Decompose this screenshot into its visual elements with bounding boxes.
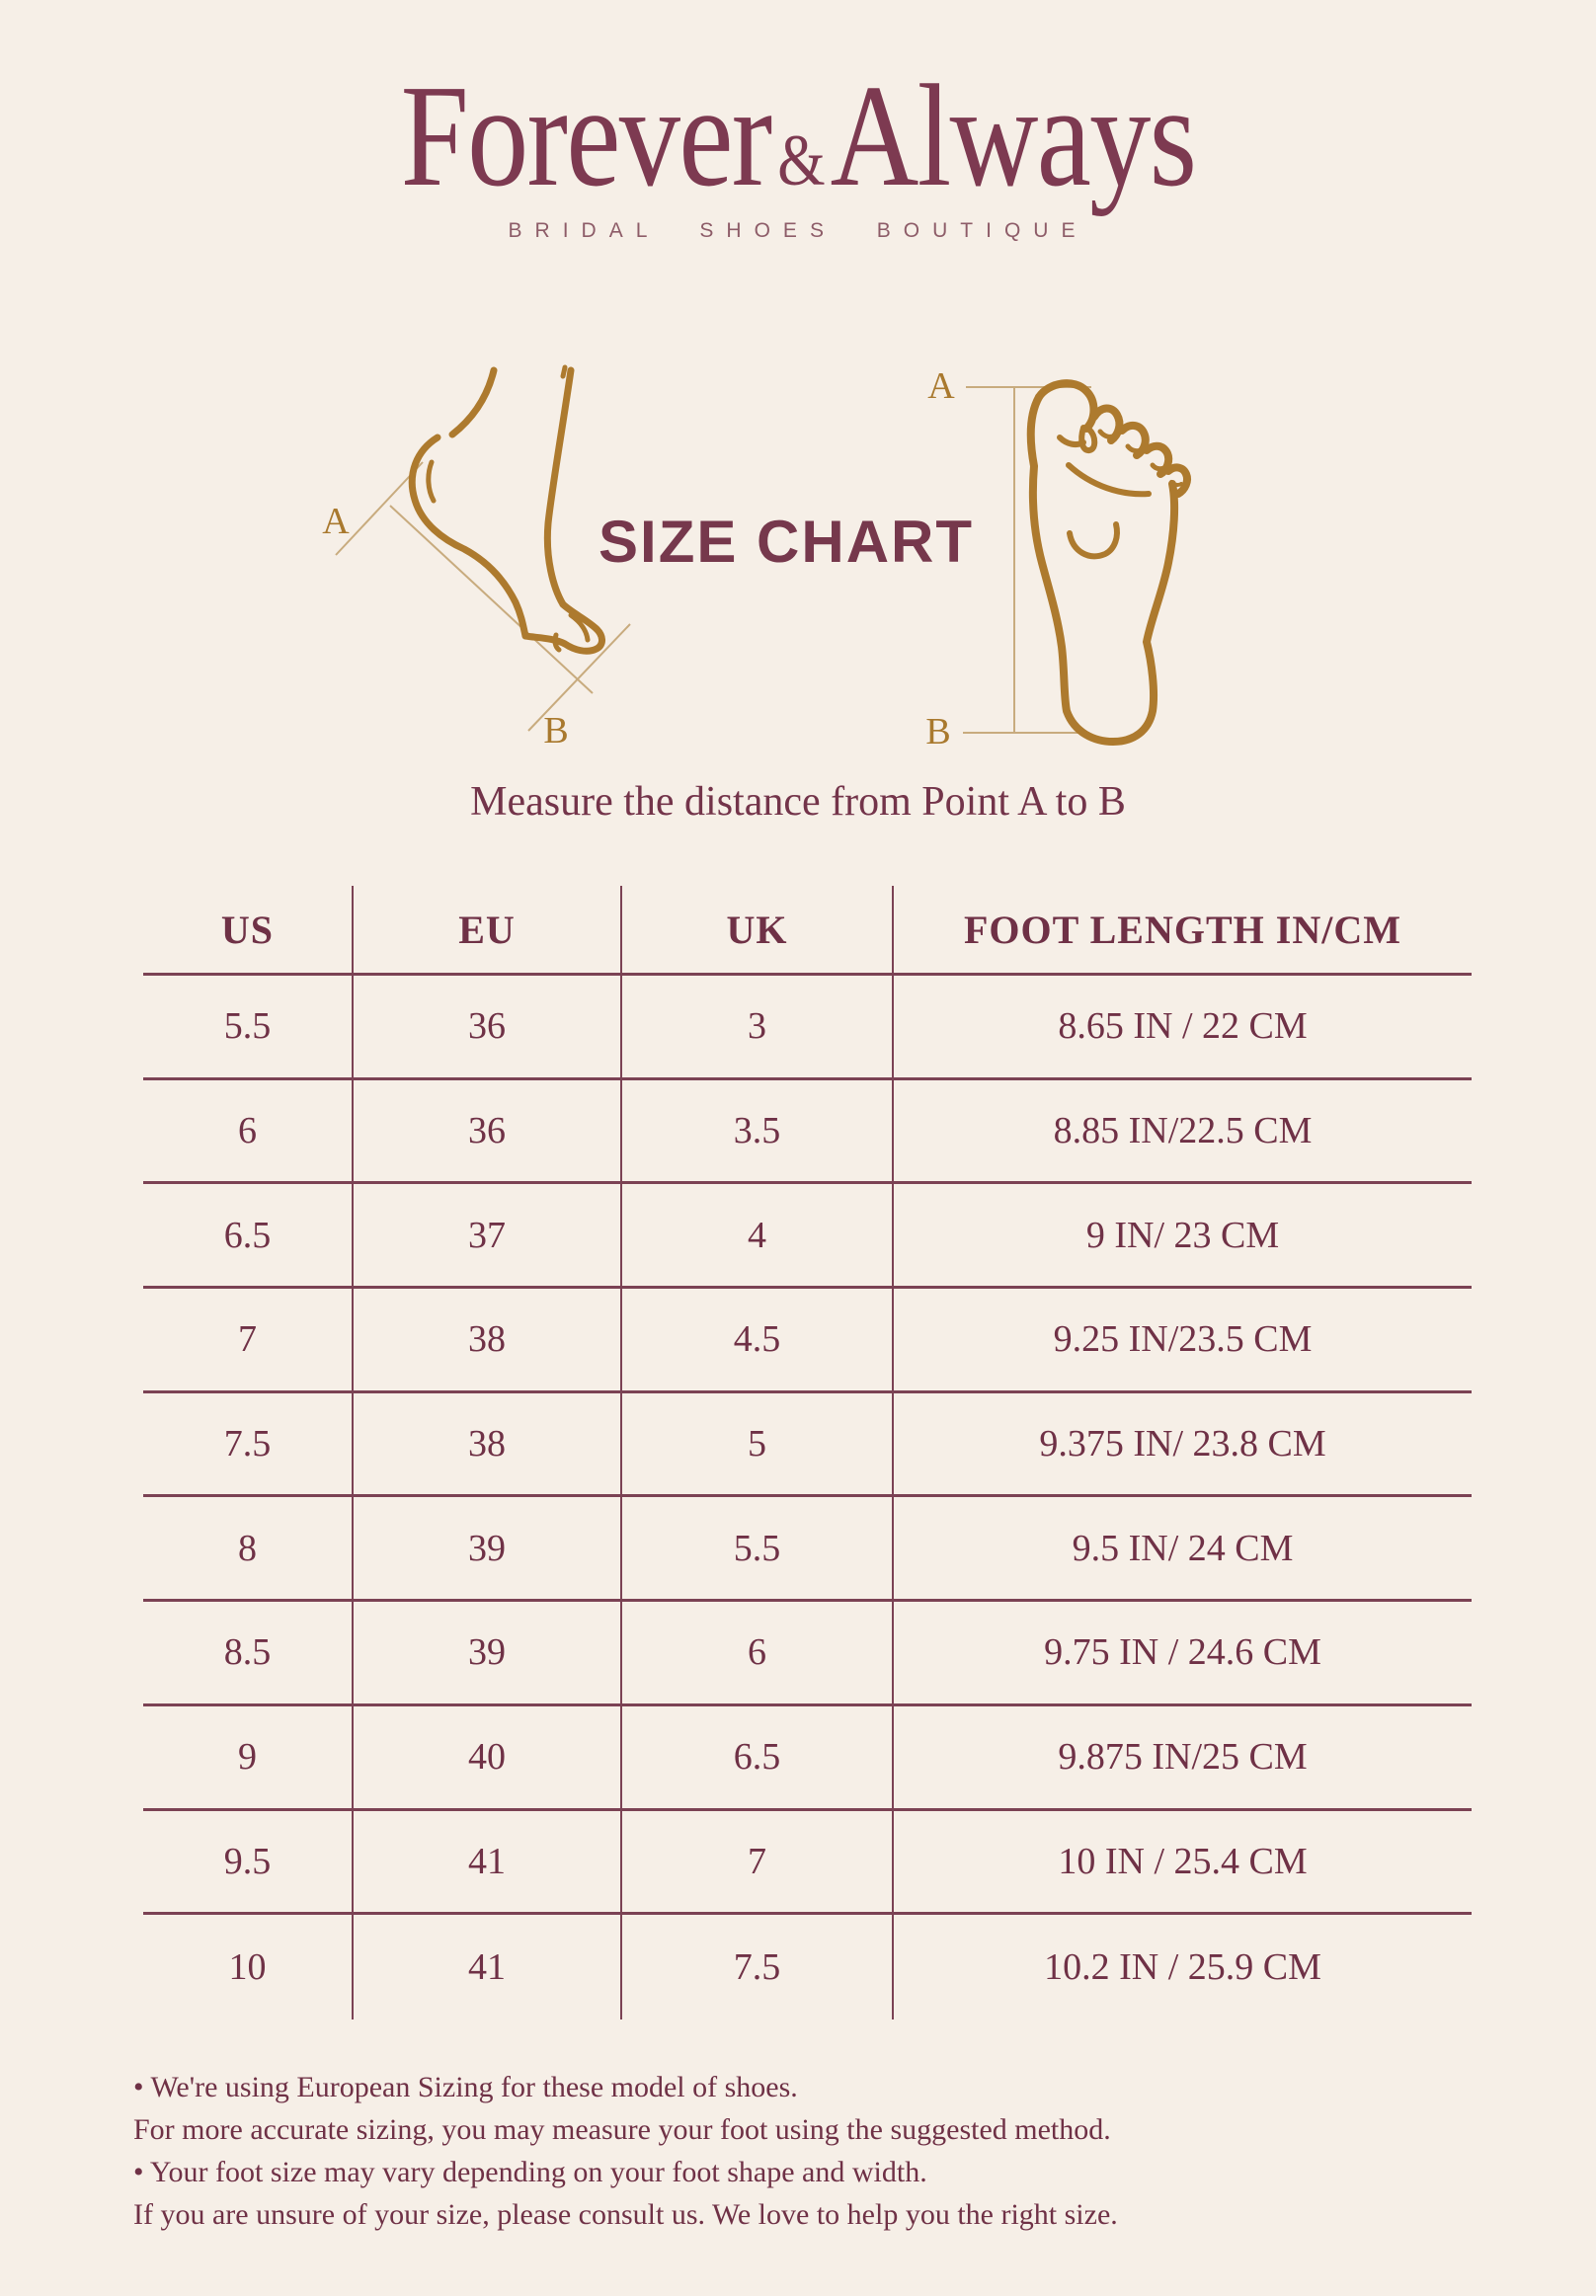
table-cell-us: 10 (143, 1915, 354, 2019)
table-cell-foot-length: 9.875 IN/25 CM (894, 1706, 1472, 1811)
table-cell-foot-length: 9.75 IN / 24.6 CM (894, 1602, 1472, 1706)
table-cell-uk: 6 (622, 1602, 894, 1706)
table-cell-us: 7 (143, 1289, 354, 1393)
note-line: For more accurate sizing, you may measure your foot using the suggested method. (133, 2113, 1111, 2146)
measurement-lines (336, 462, 630, 731)
table-cell-us: 6.5 (143, 1184, 354, 1289)
col-header-uk: UK (622, 886, 894, 976)
table-cell-us: 9.5 (143, 1811, 354, 1916)
brand-word1: Forever (400, 55, 771, 217)
table-cell-uk: 4 (622, 1184, 894, 1289)
foot-outline (412, 367, 601, 651)
table-cell-us: 8.5 (143, 1602, 354, 1706)
table-cell-us: 5.5 (143, 976, 354, 1080)
point-a-label-sole: A (927, 365, 955, 407)
table-cell-foot-length: 10.2 IN / 25.9 CM (1044, 1946, 1321, 1989)
table-cell-eu: 39 (354, 1602, 622, 1706)
point-b-label-sole: B (925, 711, 951, 752)
note-line: If you are unsure of your size, please consult us. We love to help you the right size. (133, 2198, 1118, 2231)
table-cell-us: 9 (143, 1706, 354, 1811)
table-cell-uk: 3 (622, 976, 894, 1080)
table-cell-uk: 3.5 (622, 1080, 894, 1185)
measure-instruction: Measure the distance from Point A to B (470, 779, 1126, 825)
table-cell-eu: 41 (354, 1811, 622, 1916)
brand-logo (0, 55, 1596, 217)
table-cell-eu: 39 (354, 1497, 622, 1602)
point-b-label-side: B (543, 710, 569, 752)
table-cell-foot-length: 9 IN/ 23 CM (894, 1184, 1472, 1289)
table-cell-uk: 5.5 (622, 1497, 894, 1602)
table-cell-foot-length: 9.5 IN/ 24 CM (894, 1497, 1472, 1602)
table-cell-eu: 38 (354, 1393, 622, 1498)
sizing-notes (133, 2066, 1118, 2236)
table-cell-eu: 41 (354, 1915, 622, 2019)
table-cell-uk: 7.5 (622, 1915, 894, 2019)
table-cell-uk: 5 (622, 1393, 894, 1498)
table-cell-uk: 6.5 (622, 1706, 894, 1811)
table-cell-foot-length: 8.65 IN / 22 CM (894, 976, 1472, 1080)
size-table (143, 886, 1472, 2019)
table-cell-eu: 36 (354, 1080, 622, 1185)
table-cell-eu: 37 (354, 1184, 622, 1289)
table-cell-foot-length: 9.25 IN/23.5 CM (894, 1289, 1472, 1393)
table-cell-foot-length: 9.375 IN/ 23.8 CM (894, 1393, 1472, 1498)
table-cell-uk: 4.5 (622, 1289, 894, 1393)
brand-ampersand: & (777, 120, 824, 201)
table-cell-eu: 40 (354, 1706, 622, 1811)
col-header-us: US (143, 886, 354, 976)
col-header-eu: EU (354, 886, 622, 976)
table-cell-foot-length: 8.85 IN/22.5 CM (894, 1080, 1472, 1185)
table-cell-eu: 38 (354, 1289, 622, 1393)
brand-tagline: BRIDAL SHOES BOUTIQUE (508, 219, 1088, 242)
table-cell-foot-length: 10 IN / 25.4 CM (894, 1811, 1472, 1916)
table-cell-us: 8 (143, 1497, 354, 1602)
note-line: • Your foot size may vary depending on your foot shape and width. (133, 2156, 927, 2188)
table-cell-uk: 7 (622, 1811, 894, 1916)
note-line: • We're using European Sizing for these model of shoes. (133, 2071, 798, 2103)
table-cell-us: 7.5 (143, 1393, 354, 1498)
table-cell-eu: 36 (354, 976, 622, 1080)
col-header-foot-length: FOOT LENGTH IN/CM (894, 886, 1472, 976)
point-a-label-side: A (322, 501, 350, 542)
table-cell-us: 6 (143, 1080, 354, 1185)
brand-name (400, 55, 1196, 217)
size-chart-title: SIZE CHART (598, 509, 974, 575)
brand-word2: Always (830, 55, 1196, 217)
